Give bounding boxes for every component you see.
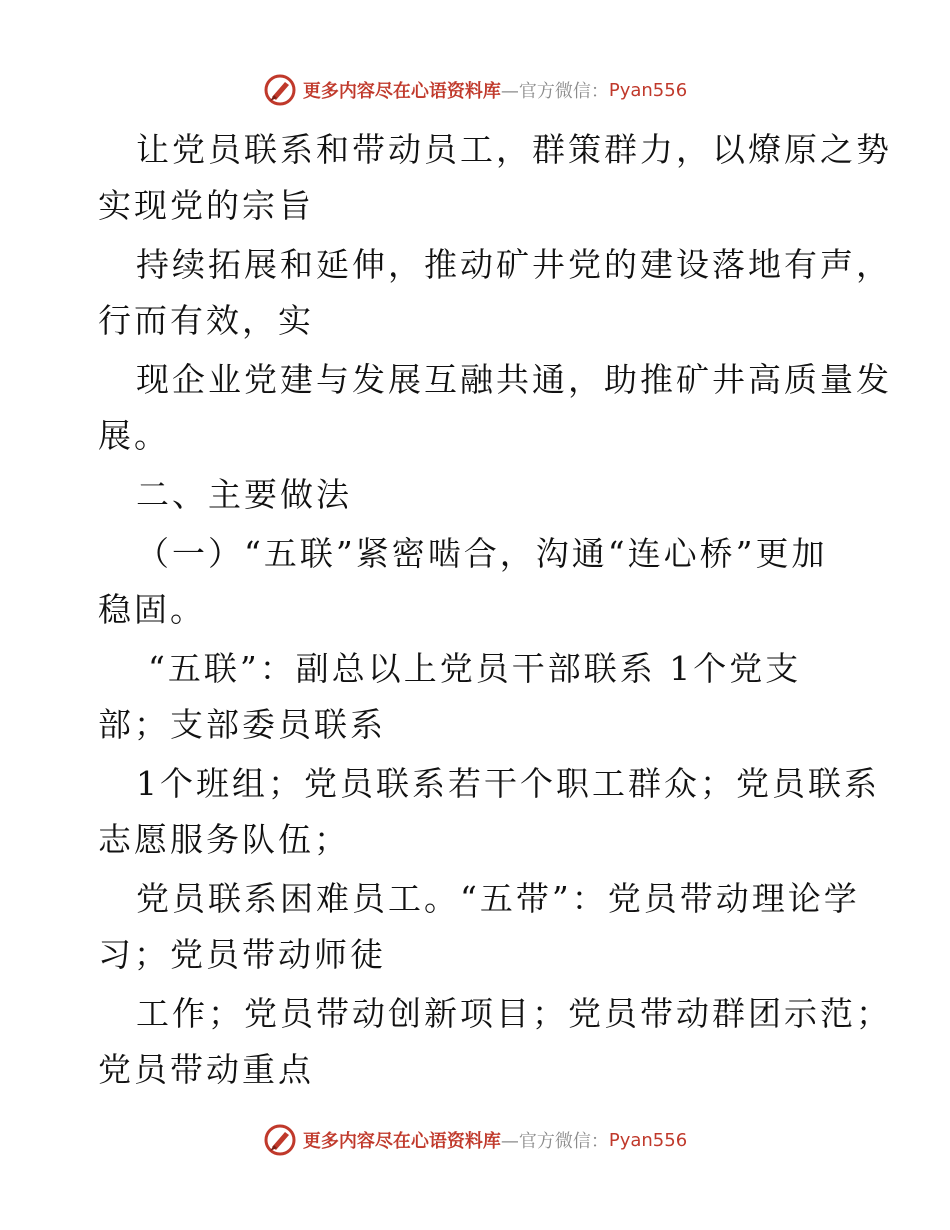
body-line: 实现党的宗旨 <box>98 186 314 225</box>
body-line: 现企业党建与发展互融共通，助推矿井高质量发 <box>136 360 892 399</box>
body-line: 党员联系困难员工。“五带”：党员带动理论学 <box>136 879 860 918</box>
brand-logo-icon <box>263 73 297 107</box>
body-line: 展。 <box>98 416 170 455</box>
subsection-heading: （一）“五联”紧密啮合，沟通“连心桥”更加 <box>136 534 828 573</box>
header-banner <box>0 70 950 110</box>
banner-wechat-id: Pyan556 <box>608 79 688 101</box>
brand-logo-icon <box>263 1123 297 1157</box>
banner-main-text: 更多内容尽在心语资料库 <box>302 81 501 102</box>
document-body <box>98 122 892 1098</box>
body-line: “五联”：副总以上党员干部联系 1个党支 <box>148 649 802 688</box>
body-line: 工作；党员带动创新项目；党员带动群团示范； <box>136 994 892 1033</box>
banner-sub-text: —官方微信： <box>500 1131 609 1152</box>
body-line: 让党员联系和带动员工，群策群力，以燎原之势 <box>136 130 892 169</box>
body-line: 行而有效，实 <box>98 301 314 340</box>
banner-sub-text: —官方微信： <box>500 81 609 102</box>
footer-banner <box>0 1120 950 1160</box>
body-line: 部；支部委员联系 <box>98 705 386 744</box>
body-line: 稳固。 <box>98 590 206 629</box>
body-line: 党员带动重点 <box>98 1050 314 1089</box>
body-line: 1个班组；党员联系若干个职工群众；党员联系 <box>136 764 880 803</box>
body-line: 习；党员带动师徒 <box>98 935 386 974</box>
body-line: 志愿服务队伍； <box>98 820 350 859</box>
banner-wechat-id: Pyan556 <box>608 1129 688 1151</box>
banner-main-text: 更多内容尽在心语资料库 <box>302 1131 501 1152</box>
section-heading: 二、主要做法 <box>136 475 352 514</box>
body-line: 持续拓展和延伸，推动矿井党的建设落地有声， <box>136 245 892 284</box>
